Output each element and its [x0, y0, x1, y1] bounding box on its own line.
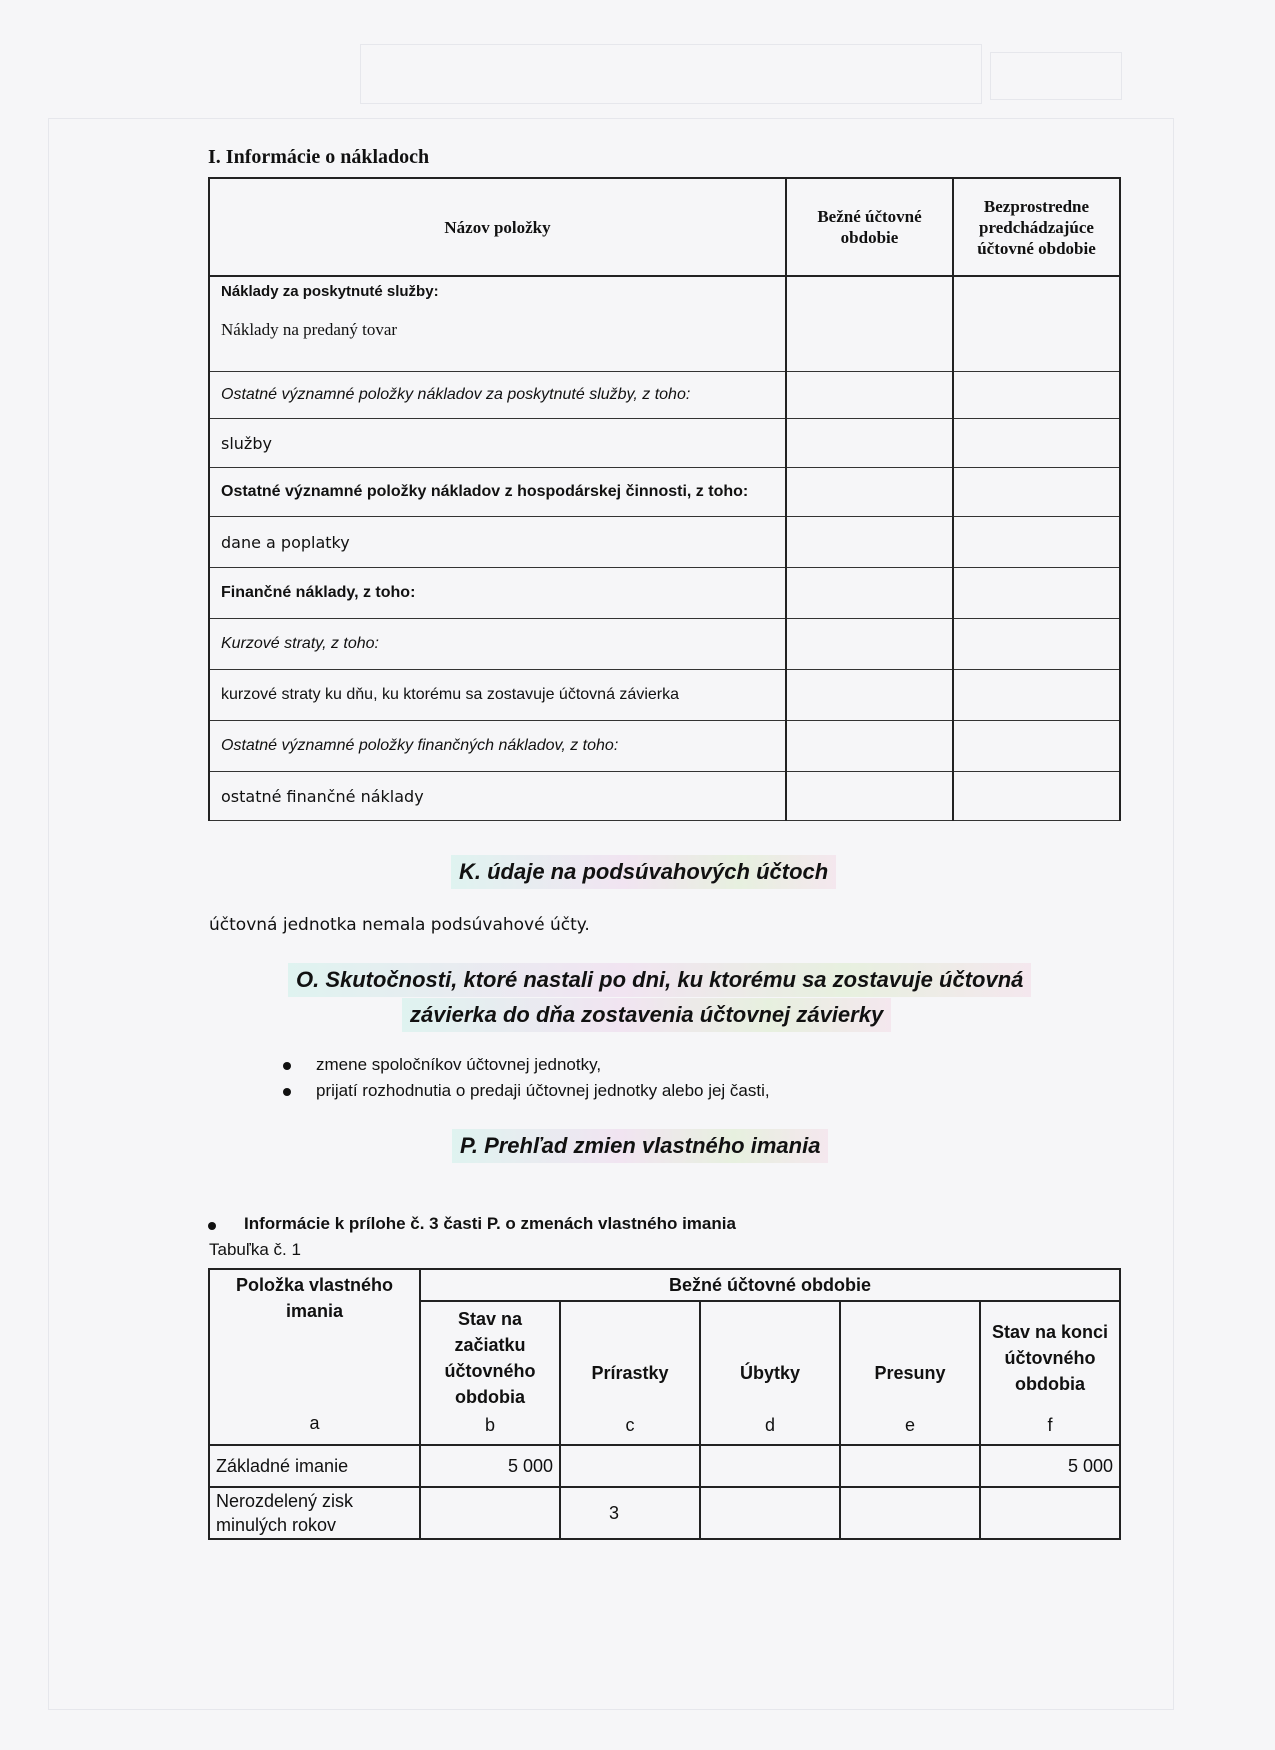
- previous-value-cell: [953, 372, 1120, 419]
- decrease-value-cell: [700, 1445, 840, 1487]
- header-current-period: Bežné účtovné obdobie: [786, 178, 953, 276]
- equity-item-cell: Nerozdelený zisk minulých rokov: [209, 1487, 420, 1539]
- start-value-cell: 5 000: [420, 1445, 560, 1487]
- letter-a: a: [309, 1413, 320, 1433]
- table-row: [209, 468, 1120, 517]
- current-value-cell: [786, 419, 953, 468]
- row-services: služby: [209, 419, 786, 468]
- bullet-icon: [283, 1062, 291, 1070]
- table-row: [209, 419, 1120, 468]
- section-o-title-line1: O. Skutočnosti, ktoré nastali po dni, ku ktorému sa zostavuje účtovná: [288, 963, 1031, 997]
- previous-value-cell: [953, 619, 1120, 670]
- previous-value-cell: [953, 517, 1120, 568]
- start-value-cell: [420, 1487, 560, 1539]
- table-row: [209, 772, 1120, 821]
- row-taxes-fees: dane a poplatky: [209, 517, 786, 568]
- section-p-bullet: Informácie k prílohe č. 3 časti P. o zmenách vlastného imania: [244, 1214, 736, 1233]
- section-k-text: účtovná jednotka nemala podsúvahové účty.: [209, 915, 590, 935]
- table-caption: Tabuľka č. 1: [209, 1240, 301, 1259]
- table-row: [209, 619, 1120, 670]
- row-other-financial-items: Ostatné významné položky finančných nákladov, z toho:: [209, 721, 786, 772]
- row-fx-losses-closing: kurzové straty ku dňu, ku ktorému sa zostavuje účtovná závierka: [209, 670, 786, 721]
- current-value-cell: [786, 517, 953, 568]
- previous-value-cell: [953, 670, 1120, 721]
- header-item-name: Názov položky: [209, 178, 786, 276]
- current-value-cell: [786, 772, 953, 821]
- letter-f: f: [1047, 1415, 1053, 1435]
- header-start-balance-label: Stav na začiatku účtovného obdobia: [444, 1309, 536, 1407]
- row-financial-costs: Finančné náklady, z toho:: [209, 568, 786, 619]
- bullet-icon: [283, 1088, 291, 1096]
- section-o-title-line2: závierka do dňa zostavenia účtovnej závierky: [402, 998, 891, 1032]
- header-end-balance-label: Stav na konci účtovného obdobia: [991, 1322, 1109, 1394]
- table-row: [209, 670, 1120, 721]
- costs-header-row: [209, 178, 1120, 276]
- costs-table: [208, 177, 1121, 821]
- row-other-financial-costs: ostatné finančné náklady: [209, 772, 786, 821]
- previous-value-cell: [953, 772, 1120, 821]
- end-value-cell: 5 000: [980, 1445, 1120, 1487]
- previous-value-cell: [953, 568, 1120, 619]
- increase-value-cell: 3: [560, 1487, 700, 1539]
- equity-table: [208, 1268, 1121, 1540]
- header-transfers: [840, 1301, 980, 1445]
- header-increase: [560, 1301, 700, 1445]
- table-row: [209, 372, 1120, 419]
- current-value-cell: [786, 276, 953, 372]
- row-other-service-items: Ostatné významné položky nákladov za poskytnuté služby, z toho:: [209, 372, 786, 419]
- header-decrease: [700, 1301, 840, 1445]
- transfers-value-cell: [840, 1487, 980, 1539]
- section-o-bullet-1: zmene spoločníkov účtovnej jednotky,: [316, 1055, 602, 1074]
- current-value-cell: [786, 619, 953, 670]
- previous-value-cell: [953, 468, 1120, 517]
- table-row: [209, 568, 1120, 619]
- previous-value-cell: [953, 419, 1120, 468]
- end-value-cell: [980, 1487, 1120, 1539]
- section-i-title: I. Informácie o nákladoch: [208, 146, 430, 168]
- letter-b: b: [484, 1415, 495, 1435]
- table-row: [209, 276, 1120, 372]
- equity-header-row-1: [209, 1269, 1120, 1301]
- previous-value-cell: [953, 721, 1120, 772]
- row-fx-losses: Kurzové straty, z toho:: [209, 619, 786, 670]
- row-other-operating-items: Ostatné významné položky nákladov z hospodárskej činnosti, z toho:: [209, 468, 786, 517]
- letter-e: e: [904, 1415, 915, 1435]
- equity-item-cell: Základné imanie: [209, 1445, 420, 1487]
- previous-value-cell: [953, 276, 1120, 372]
- header-decrease-label: Úbytky: [739, 1363, 801, 1383]
- header-previous-period: Bezprostredne predchádzajúce účtovné obdobie: [953, 178, 1120, 276]
- header-current-period: Bežné účtovné obdobie: [420, 1269, 1120, 1301]
- letter-c: c: [625, 1415, 635, 1435]
- increase-value-cell: [560, 1445, 700, 1487]
- header-equity-item-label: Položka vlastného imania: [235, 1275, 394, 1321]
- header-transfers-label: Presuny: [874, 1363, 946, 1383]
- table-row: [209, 1445, 1120, 1487]
- row-services-costs: [209, 276, 786, 372]
- table-row: [209, 1487, 1120, 1539]
- bullet-icon: [208, 1222, 216, 1230]
- decrease-value-cell: [700, 1487, 840, 1539]
- header-start-balance: [420, 1301, 560, 1445]
- current-value-cell: [786, 372, 953, 419]
- section-p-title: P. Prehľad zmien vlastného imania: [452, 1129, 828, 1163]
- header-equity-item: [209, 1269, 420, 1445]
- current-value-cell: [786, 568, 953, 619]
- current-value-cell: [786, 468, 953, 517]
- background-bleed-box-small: [990, 52, 1122, 100]
- transfers-value-cell: [840, 1445, 980, 1487]
- header-end-balance: [980, 1301, 1120, 1445]
- services-costs-heading: Náklady za poskytnuté služby:: [221, 283, 439, 300]
- current-value-cell: [786, 670, 953, 721]
- letter-d: d: [764, 1415, 775, 1435]
- section-o-bullet-2: prijatí rozhodnutia o predaji účtovnej jednotky alebo jej časti,: [316, 1081, 770, 1100]
- goods-sold-label: Náklady na predaný tovar: [221, 320, 398, 339]
- section-k-title: K. údaje na podsúvahových účtoch: [451, 855, 836, 889]
- table-row: [209, 517, 1120, 568]
- header-increase-label: Prírastky: [591, 1363, 669, 1383]
- current-value-cell: [786, 721, 953, 772]
- table-row: [209, 721, 1120, 772]
- background-bleed-box: [360, 44, 982, 104]
